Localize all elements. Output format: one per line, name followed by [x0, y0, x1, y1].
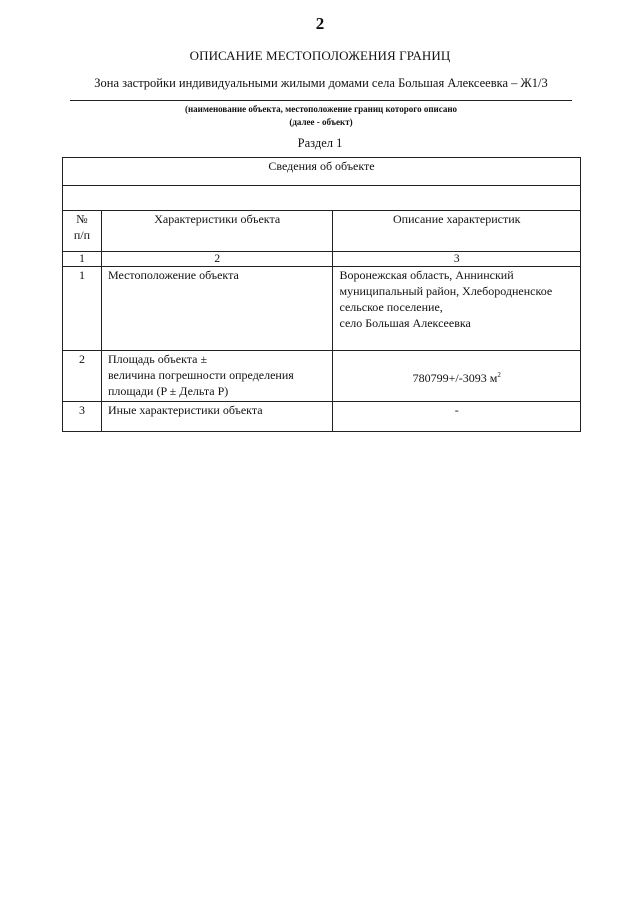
column-number: 1: [63, 252, 102, 267]
table-row: [63, 402, 581, 432]
document-title: ОПИСАНИЕ МЕСТОПОЛОЖЕНИЯ ГРАНИЦ: [189, 48, 451, 63]
header-characteristics: Характеристики объекта: [101, 211, 333, 252]
header-num-line2: п/п: [73, 228, 91, 242]
value-line: Воронежская область, Аннинский: [339, 268, 514, 282]
empty-cell: [63, 186, 581, 211]
row-value: [333, 267, 581, 351]
table-empty-row: [63, 186, 581, 211]
area-unit-superscript: 2: [497, 370, 501, 379]
caption-line-2: (далее - объект): [289, 117, 353, 127]
section-heading: Раздел 1: [297, 136, 343, 150]
row-value: [333, 351, 581, 402]
header-num-line1: №: [76, 212, 88, 226]
object-info-table: [62, 157, 581, 432]
row-number: 3: [63, 402, 102, 432]
column-numbers-row: [63, 252, 581, 267]
value-line: село Большая Алексеевка: [339, 316, 471, 330]
value-line: муниципальный район, Хлебородненское: [339, 284, 553, 298]
caption-line-1: (наименование объекта, местоположение границ которого описано: [184, 104, 458, 114]
row-characteristic: Местоположение объекта: [101, 267, 333, 351]
table-title: Сведения об объекте: [63, 158, 581, 186]
object-name-underline: [70, 100, 572, 101]
table-title-row: [63, 158, 581, 186]
table-row: [63, 351, 581, 402]
object-name: Зона застройки индивидуальными жилыми домами села Большая Алексеевка – Ж1/3: [94, 76, 548, 90]
row-number: 2: [63, 351, 102, 402]
row-value: -: [333, 402, 581, 432]
object-name-caption: [70, 103, 572, 129]
table-row: [63, 267, 581, 351]
row-number: 1: [63, 267, 102, 351]
column-number: 3: [333, 252, 581, 267]
characteristic-line: Площадь объекта ±: [107, 352, 208, 366]
column-number: 2: [101, 252, 333, 267]
value-line: сельское поселение,: [339, 300, 443, 314]
area-value: 780799+/-3093 м: [412, 370, 498, 385]
table-header-row: [63, 211, 581, 252]
row-characteristic: [101, 351, 333, 402]
header-description: Описание характеристик: [333, 211, 581, 252]
header-num: [63, 211, 102, 252]
page-number: 2: [315, 14, 325, 33]
characteristic-line: величина погрешности определения: [107, 368, 294, 382]
characteristic-line: площади (P ± Дельта P): [107, 384, 229, 398]
row-characteristic: Иные характеристики объекта: [101, 402, 333, 432]
